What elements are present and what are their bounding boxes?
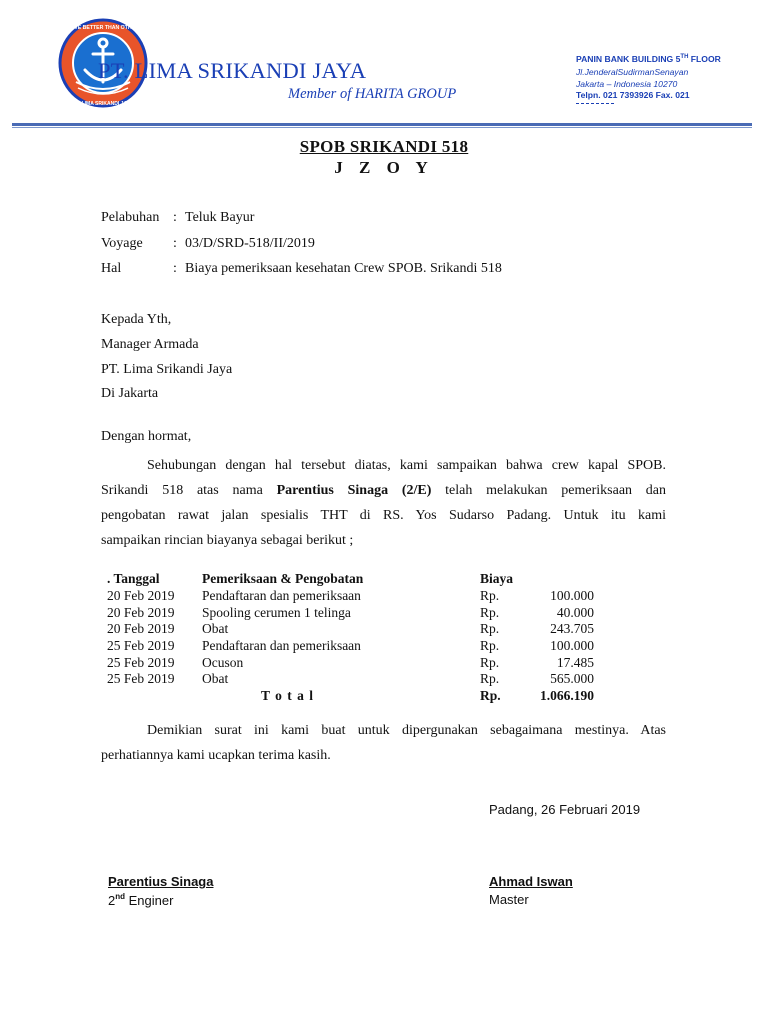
letterhead-divider xyxy=(12,123,752,126)
body-line: Sehubungan dengan hal tersebut diatas, kami sampaikan bahwa crew kapal SPOB. xyxy=(147,458,666,473)
address-cutoff xyxy=(576,100,616,105)
logo-company: PT. LIMA SRIKANDI JAYA xyxy=(72,101,134,107)
table-header-date: . Tanggal xyxy=(107,571,160,586)
meta-label-subject: Hal xyxy=(101,261,122,276)
table-cell-date: 25 Feb 2019 xyxy=(107,655,175,670)
logo-motto: SERVE BETTER THAN OTHERS xyxy=(63,25,143,31)
recipient-line: PT. Lima Srikandi Jaya xyxy=(101,362,233,377)
table-cell-date: 20 Feb 2019 xyxy=(107,621,175,636)
body-line: perhatiannya kami ucapkan terima kasih. xyxy=(101,748,331,763)
signatory-name-master: Ahmad Iswan xyxy=(489,874,573,889)
table-cell-currency: Rp. xyxy=(480,621,500,636)
body-paragraph-2 xyxy=(101,718,666,768)
body-line: Demikian surat ini kami buat untuk dipergunakan sebagaimana mestinya. Atas xyxy=(147,723,666,738)
document-title: SPOB SRIKANDI 518 xyxy=(299,137,469,156)
meta-value-port: Teluk Bayur xyxy=(185,210,255,225)
table-cell-date: 20 Feb 2019 xyxy=(107,605,175,620)
table-cell-date: 25 Feb 2019 xyxy=(107,638,175,653)
signatory-role-engineer: 2nd Enginer xyxy=(108,892,174,908)
place-date: Padang, 26 Februari 2019 xyxy=(489,802,641,817)
table-cell-desc: Obat xyxy=(202,671,229,686)
meta-colon: : xyxy=(173,261,177,276)
table-header-desc: Pemeriksaan & Pengobatan xyxy=(202,571,364,586)
crew-name-bold: Parentius Sinaga (2/E) xyxy=(276,483,432,498)
meta-label-port: Pelabuhan xyxy=(101,210,160,225)
table-cell-amount: 17.485 xyxy=(556,655,594,670)
meta-colon: : xyxy=(173,210,177,225)
body-line: sampaikan rincian biayanya sebagai berikut ; xyxy=(101,533,354,548)
table-header-cost: Biaya xyxy=(480,571,514,586)
table-cell-desc: Ocuson xyxy=(202,655,244,670)
table-cell-amount: 100.000 xyxy=(550,588,594,603)
body-paragraph-1 xyxy=(101,453,666,553)
table-total-label: T o t a l xyxy=(261,688,315,703)
table-cell-currency: Rp. xyxy=(480,671,500,686)
recipient-line: Manager Armada xyxy=(101,337,199,352)
table-cell-desc: Obat xyxy=(202,621,229,636)
meta-value-subject: Biaya pemeriksaan kesehatan Crew SPOB. Srikandi 518 xyxy=(185,261,502,276)
body-line: pengobatan rawat jalan spesialis THT di RS. Yos Sudarso Padang. Untuk itu kami xyxy=(101,508,666,523)
table-cell-currency: Rp. xyxy=(480,655,500,670)
table-cell-amount: 40.000 xyxy=(556,605,594,620)
meta-value-voyage: 03/D/SRD-518/II/2019 xyxy=(185,236,315,251)
letterhead-divider-thin xyxy=(12,127,752,128)
table-cell-desc: Pendaftaran dan pemeriksaan xyxy=(202,588,361,603)
table-cell-amount: 565.000 xyxy=(550,671,594,686)
signatory-role-master: Master xyxy=(489,892,529,907)
address-phone: Telpn. 021 7393926 Fax. 021 xyxy=(576,90,690,100)
table-cell-amount: 100.000 xyxy=(550,638,594,653)
body-line: Srikandi 518 atas nama Parentius Sinaga (2/E) telah melakukan pemeriksaan dan xyxy=(101,483,667,498)
signatory-name-engineer: Parentius Sinaga xyxy=(108,874,214,889)
address-street: Jl.JenderalSudirmanSenayan xyxy=(576,67,689,77)
recipient-line: Kepada Yth, xyxy=(101,312,172,327)
address-building: PANIN BANK BUILDING 5TH FLOOR xyxy=(576,54,721,64)
recipient-line: Di Jakarta xyxy=(101,386,159,401)
vessel-callsign: J Z O Y xyxy=(334,158,434,177)
table-total-amount: 1.066.190 xyxy=(540,688,594,703)
address-city: Jakarta – Indonesia 10270 xyxy=(576,79,678,89)
table-cell-desc: Spooling cerumen 1 telinga xyxy=(202,605,351,620)
meta-label-voyage: Voyage xyxy=(101,236,143,251)
table-cell-date: 25 Feb 2019 xyxy=(107,671,175,686)
table-cell-amount: 243.705 xyxy=(550,621,594,636)
table-cell-currency: Rp. xyxy=(480,588,500,603)
table-cell-desc: Pendaftaran dan pemeriksaan xyxy=(202,638,361,653)
company-subtitle: Member of HARITA GROUP xyxy=(288,86,457,102)
company-name: PT. LIMA SRIKANDI JAYA xyxy=(98,58,367,83)
greeting: Dengan hormat, xyxy=(101,429,192,444)
table-cell-currency: Rp. xyxy=(480,638,500,653)
table-total-currency: Rp. xyxy=(480,688,501,703)
table-cell-date: 20 Feb 2019 xyxy=(107,588,175,603)
table-cell-currency: Rp. xyxy=(480,605,500,620)
meta-colon: : xyxy=(173,236,177,251)
